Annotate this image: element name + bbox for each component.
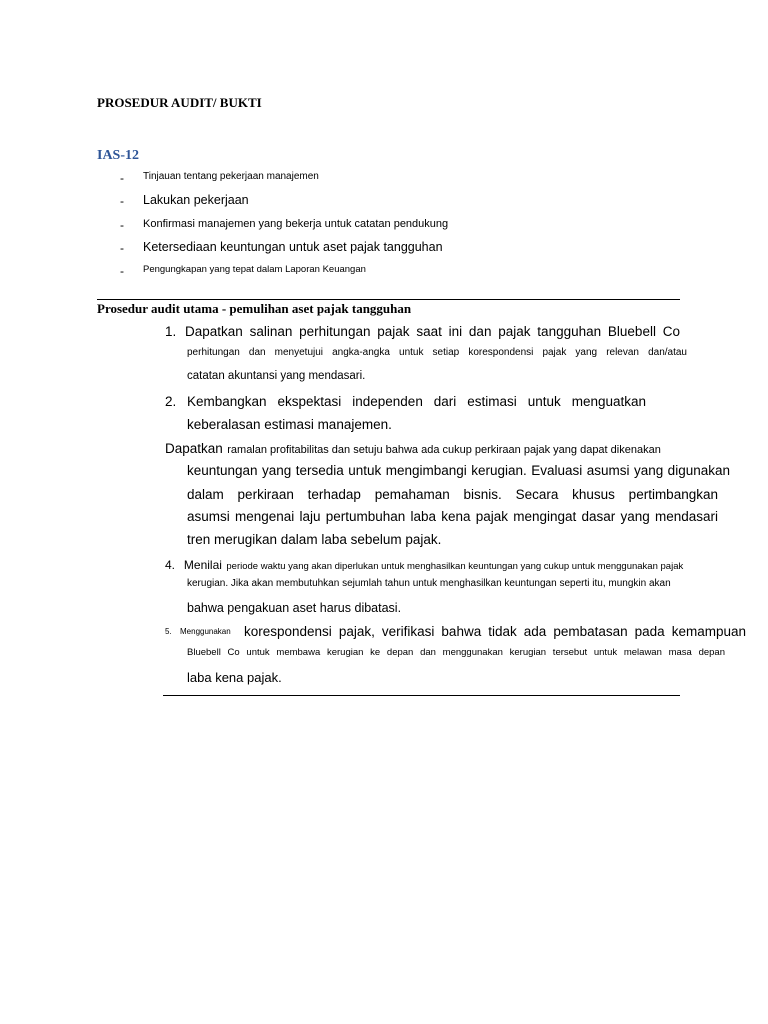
paragraph-lead: Menilai	[183, 558, 222, 572]
bullet-marker: -	[120, 194, 124, 208]
paragraph-lead: Dapatkan	[165, 441, 223, 456]
list-item: Lakukan pekerjaan	[143, 193, 249, 207]
paragraph-line: catatan akuntansi yang mendasari.	[187, 370, 366, 382]
paragraph-line: dalam perkiraan terhadap pemahaman bisnis. Secara khusus pertimbangkan	[187, 487, 718, 502]
paragraph-line: keuntungan yang tersedia untuk mengimbangi kerugian. Evaluasi asumsi yang digunakan	[187, 463, 730, 478]
paragraph-text: periode waktu yang akan diperlukan untuk menghasilkan keuntungan yang cukup untuk menggunakan pajak	[226, 561, 684, 572]
paragraph-line: laba kena pajak.	[187, 670, 282, 685]
paragraph-line: Dapatkan salinan perhitungan pajak saat ini dan pajak tangguhan Bluebell Co	[185, 324, 680, 339]
list-number: 2.	[165, 394, 177, 409]
paragraph-text: ramalan profitabilitas dan setuju bahwa ada cukup perkiraan pajak yang dapat dikenakan	[227, 444, 661, 456]
list-item: Pengungkapan yang tepat dalam Laporan Keuangan	[143, 264, 366, 275]
paragraph-line	[165, 556, 683, 574]
paragraph-line: tren merugikan dalam laba sebelum pajak.	[187, 532, 442, 547]
paragraph-line	[165, 440, 661, 458]
paragraph-text: korespondensi pajak, verifikasi bahwa tidak ada pembatasan pada kemampuan	[244, 624, 746, 639]
paragraph-line: keberalasan estimasi manajemen.	[187, 417, 392, 432]
page-title: PROSEDUR AUDIT/ BUKTI	[97, 95, 262, 110]
standard-heading: IAS-12	[97, 148, 140, 163]
paragraph-line: asumsi mengenai laju pertumbuhan laba kena pajak mengingat dasar yang mendasari	[187, 509, 718, 524]
paragraph-line: Kembangkan ekspektasi independen dari estimasi untuk menguatkan	[187, 394, 646, 409]
paragraph-line: Bluebell Co untuk membawa kerugian ke depan dan menggunakan kerugian tersebut untuk melawan masa depan	[187, 647, 725, 658]
list-item: Ketersediaan keuntungan untuk aset pajak tangguhan	[143, 240, 443, 254]
divider	[97, 299, 680, 300]
paragraph-line: perhitungan dan menyetujui angka-angka untuk setiap korespondensi pajak yang relevan dan/atau	[187, 347, 687, 358]
bullet-marker: -	[120, 218, 124, 232]
paragraph-line: kerugian. Jika akan membutuhkan sejumlah tahun untuk menghasilkan keuntungan seperti itu, mungkin akan	[187, 578, 671, 589]
list-item: Konfirmasi manajemen yang bekerja untuk catatan pendukung	[143, 218, 449, 230]
bullet-marker: -	[120, 171, 124, 185]
bullet-marker: -	[120, 241, 124, 255]
paragraph-lead: Menggunakan	[180, 627, 231, 636]
divider	[163, 695, 680, 696]
paragraph-line: bahwa pengakuan aset harus dibatasi.	[187, 601, 402, 615]
list-number: 1.	[165, 324, 177, 339]
section-heading: Prosedur audit utama - pemulihan aset pajak tangguhan	[97, 301, 412, 316]
bullet-marker: -	[120, 264, 124, 278]
list-number: 4.	[165, 558, 176, 572]
list-number: 5.	[165, 627, 172, 636]
list-item: Tinjauan tentang pekerjaan manajemen	[143, 171, 319, 182]
